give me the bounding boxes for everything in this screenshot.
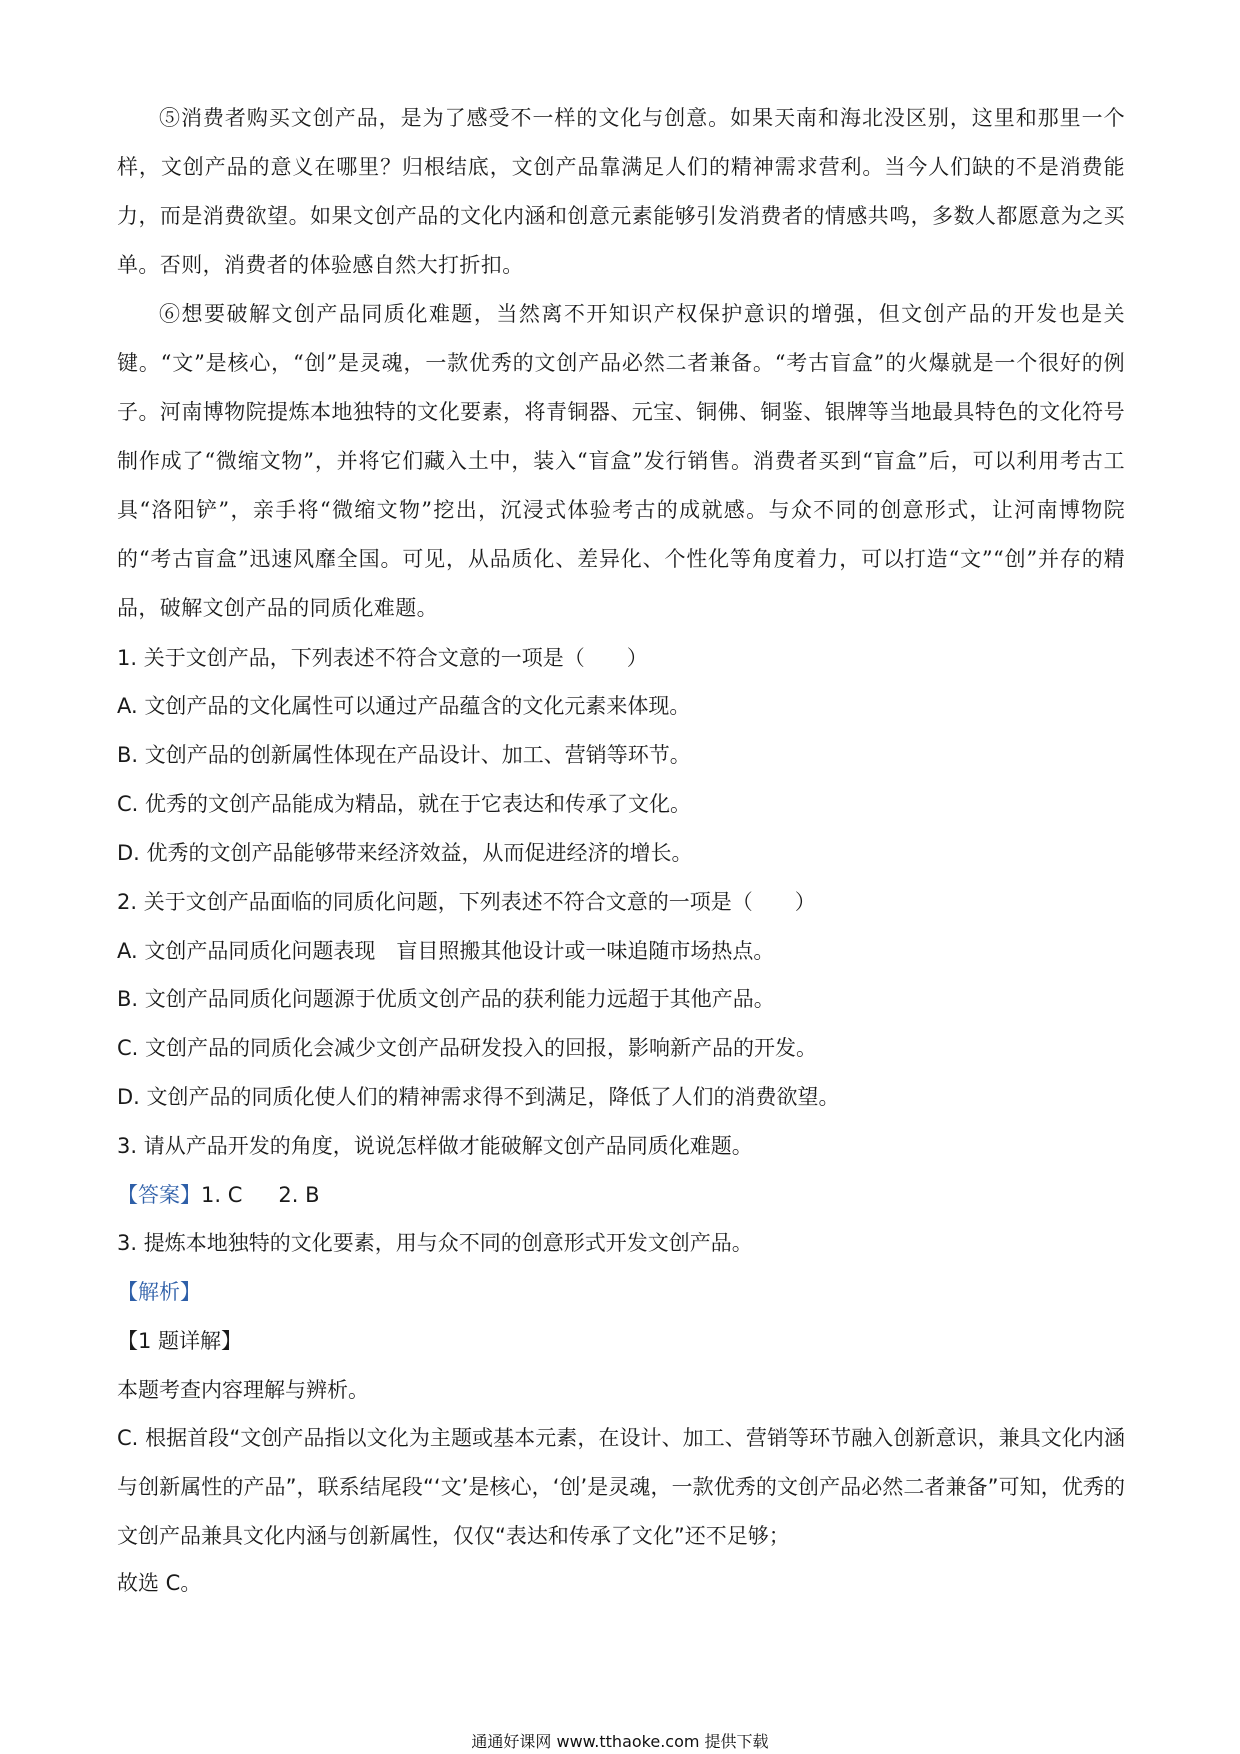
passage-paragraph-5: ⑤消费者购买文创产品，是为了感受不一样的文化与创意。如果天南和海北没区别，这里和那里一个样，文创产品的意义在哪里？归根结底，文创产品靠满足人们的精神需求营利。当今人们缺的不是消费能力，而是消费欲望。如果文创产品的文化内涵和创意元素能够引发消费者的情感共鸣，多数人都愿意为之买单。否则，消费者的体验感自然大打折扣。 <box>117 106 1125 277</box>
analysis-tag: 【解析】 <box>117 1280 201 1304</box>
question-3-stem: 3. 请从产品开发的角度，说说怎样做才能破解文创产品同质化难题。 <box>117 1134 753 1158</box>
answer-line <box>117 1180 1125 1210</box>
answer-tag: 【答案】 <box>117 1183 201 1207</box>
question-2-option-c: C. 文创产品的同质化会减少文创产品研发投入的回报，影响新产品的开发。 <box>117 1036 818 1060</box>
question-1-option-c: C. 优秀的文创产品能成为精品，就在于它表达和传承了文化。 <box>117 792 692 816</box>
question-1-option-d: D. 优秀的文创产品能够带来经济效益，从而促进经济的增长。 <box>117 841 693 865</box>
question-1-option-b: B. 文创产品的创新属性体现在产品设计、加工、营销等环节。 <box>117 743 691 767</box>
answer-2: 2. B <box>278 1183 320 1207</box>
analysis-heading: 【1 题详解】 <box>117 1329 243 1353</box>
answer-3: 3. 提炼本地独特的文化要素，用与众不同的创意形式开发文创产品。 <box>117 1231 753 1255</box>
question-2-option-d: D. 文创产品的同质化使人们的精神需求得不到满足，降低了人们的消费欲望。 <box>117 1085 840 1109</box>
analysis-body: C. 根据首段“文创产品指以文化为主题或基本元素，在设计、加工、营销等环节融入创新意识，兼具文化内涵与创新属性的产品”，联系结尾段“‘文’是核心，‘创’是灵魂，一款优秀的文创产品必然二者兼备”可知，优秀的文创产品兼具文化内涵与创新属性，仅仅“表达和传承了文化”还不足够； <box>117 1426 1125 1548</box>
passage-paragraph-6: ⑥想要破解文创产品同质化难题，当然离不开知识产权保护意识的增强，但文创产品的开发也是关键。“文”是核心，“创”是灵魂，一款优秀的文创产品必然二者兼备。“考古盲盒”的火爆就是一个很好的例子。河南博物院提炼本地独特的文化要素，将青铜器、元宝、铜佛、铜鉴、银牌等当地最具特色的文化符号制作成了“微缩文物”，并将它们藏入土中，装入“盲盒”发行销售。消费者买到“盲盒”后，可以利用考古工具“洛阳铲”，亲手将“微缩文物”挖出，沉浸式体验考古的成就感。与众不同的创意形式，让河南博物院的“考古盲盒”迅速风靡全国。可见，从品质化、差异化、个性化等角度着力，可以打造“文”“创”并存的精品，破解文创产品的同质化难题。 <box>117 302 1125 620</box>
question-2-option-a: A. 文创产品同质化问题表现 盲目照搬其他设计或一味追随市场热点。 <box>117 939 775 963</box>
answer-1: 1. C <box>201 1183 243 1207</box>
analysis-conclusion: 故选 C。 <box>117 1571 202 1595</box>
question-1-option-a: A. 文创产品的文化属性可以通过产品蕴含的文化元素来体现。 <box>117 694 691 718</box>
page-footer: 通通好课网 www.tthaoke.com 提供下载 <box>471 1732 769 1751</box>
question-2-option-b: B. 文创产品同质化问题源于优质文创产品的获利能力远超于其他产品。 <box>117 987 775 1011</box>
analysis-intro: 本题考查内容理解与辨析。 <box>117 1378 369 1402</box>
question-1-stem: 1. 关于文创产品，下列表述不符合文意的一项是（ ） <box>117 646 648 670</box>
question-2-stem: 2. 关于文创产品面临的同质化问题，下列表述不符合文意的一项是（ ） <box>117 890 816 914</box>
